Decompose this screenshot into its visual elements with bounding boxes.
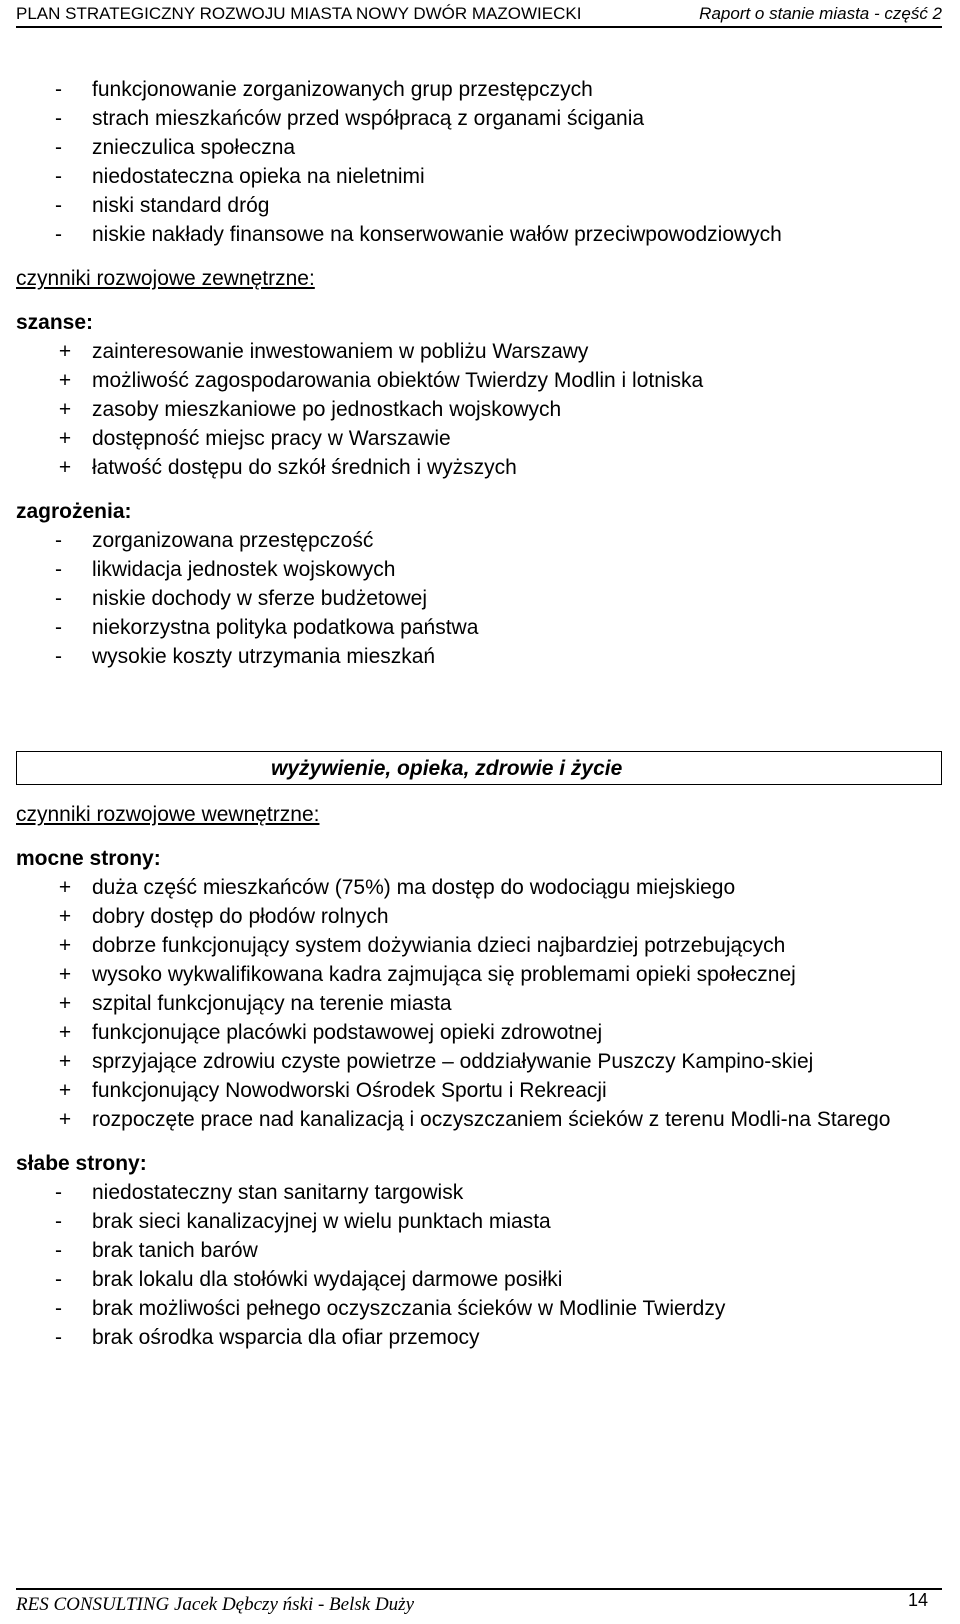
- list-item: + dobrze funkcjonujący system dożywiania dzieci najbardziej potrzebujących: [58, 934, 786, 957]
- list-item: - znieczulica społeczna: [55, 136, 296, 159]
- list-item: - brak tanich barów: [55, 1239, 258, 1262]
- list-item: + możliwość zagospodarowania obiektów Twierdzy Modlin i lotniska: [58, 369, 704, 392]
- page-header: [16, 2, 942, 28]
- list-item: + szpital funkcjonujący na terenie miasta: [58, 992, 452, 1015]
- list-item: - brak ośrodka wsparcia dla ofiar przemocy: [55, 1326, 480, 1349]
- threats-heading: zagrożenia:: [16, 500, 132, 523]
- list-item: - likwidacja jednostek wojskowych: [55, 558, 396, 581]
- strengths-list: [16, 873, 942, 1134]
- list-item: + duża część mieszkańców (75%) ma dostęp do wodociągu miejskiego: [58, 876, 736, 899]
- weaknesses-heading: słabe strony:: [16, 1152, 147, 1175]
- page-number: 14: [907, 1590, 928, 1610]
- list-item: - zorganizowana przestępczość: [55, 529, 374, 552]
- list-item: - niedostateczna opieka na nieletnimi: [55, 165, 425, 188]
- list-item: - brak możliwości pełnego oczyszczania ścieków w Modlinie Twierdzy: [55, 1297, 726, 1320]
- list-item: + rozpoczęte prace nad kanalizacją i oczyszczaniem ścieków z terenu Modli-na Starego: [58, 1108, 891, 1131]
- list-item: - niskie nakłady finansowe na konserwowanie wałów przeciwpowodziowych: [55, 223, 782, 246]
- section-title-box: [16, 751, 942, 785]
- list-item: + zasoby mieszkaniowe po jednostkach wojskowych: [58, 398, 562, 421]
- page-footer: [16, 1588, 942, 1624]
- strengths-heading: mocne strony:: [16, 847, 161, 870]
- list-item: + łatwość dostępu do szkół średnich i wyższych: [58, 456, 517, 479]
- list-item: - strach mieszkańców przed współpracą z organami ścigania: [55, 107, 645, 130]
- list-item: - niekorzystna polityka podatkowa państwa: [55, 616, 479, 639]
- list-item: - niskie dochody w sferze budżetowej: [55, 587, 428, 610]
- list-item: - wysokie koszty utrzymania mieszkań: [55, 645, 436, 668]
- weaknesses-continued-list: [16, 75, 942, 249]
- header-title: PLAN STRATEGICZNY ROZWOJU MIASTA NOWY DWÓR MAZOWIECKI: [16, 4, 582, 23]
- list-item: - brak sieci kanalizacyjnej w wielu punktach miasta: [55, 1210, 551, 1233]
- list-item: - brak lokalu dla stołówki wydającej darmowe posiłki: [55, 1268, 563, 1291]
- header-subtitle: Raport o stanie miasta - część 2: [699, 4, 942, 23]
- list-item: + funkcjonujące placówki podstawowej opieki zdrowotnej: [58, 1021, 603, 1044]
- section-title: wyżywienie, opieka, zdrowie i życie: [271, 757, 623, 780]
- list-item: + wysoko wykwalifikowana kadra zajmująca się problemami opieki społecznej: [58, 963, 796, 986]
- list-item: + dostępność miejsc pracy w Warszawie: [58, 427, 451, 450]
- list-item: - niedostateczny stan sanitarny targowisk: [55, 1181, 464, 1204]
- threats-list: [16, 526, 942, 671]
- opportunities-list: [16, 337, 942, 482]
- list-item: - niski standard dróg: [55, 194, 270, 217]
- weaknesses-list: [16, 1178, 942, 1352]
- internal-factors-label: czynniki rozwojowe wewnętrzne:: [16, 803, 320, 826]
- opportunities-heading: szanse:: [16, 311, 94, 334]
- list-item: + dobry dostęp do płodów rolnych: [58, 905, 389, 928]
- list-item: + sprzyjające zdrowiu czyste powietrze – oddziaływanie Puszczy Kampino-skiej: [58, 1050, 814, 1073]
- footer-author: RES CONSULTING Jacek Dębczy ński - Belsk Duży: [16, 1594, 414, 1615]
- list-item: + zainteresowanie inwestowaniem w pobliżu Warszawy: [58, 340, 589, 363]
- external-factors-label: czynniki rozwojowe zewnętrzne:: [16, 267, 315, 290]
- list-item: + funkcjonujący Nowodworski Ośrodek Sportu i Rekreacji: [58, 1079, 607, 1102]
- page-content: [16, 75, 942, 1352]
- list-item: - funkcjonowanie zorganizowanych grup przestępczych: [55, 78, 593, 101]
